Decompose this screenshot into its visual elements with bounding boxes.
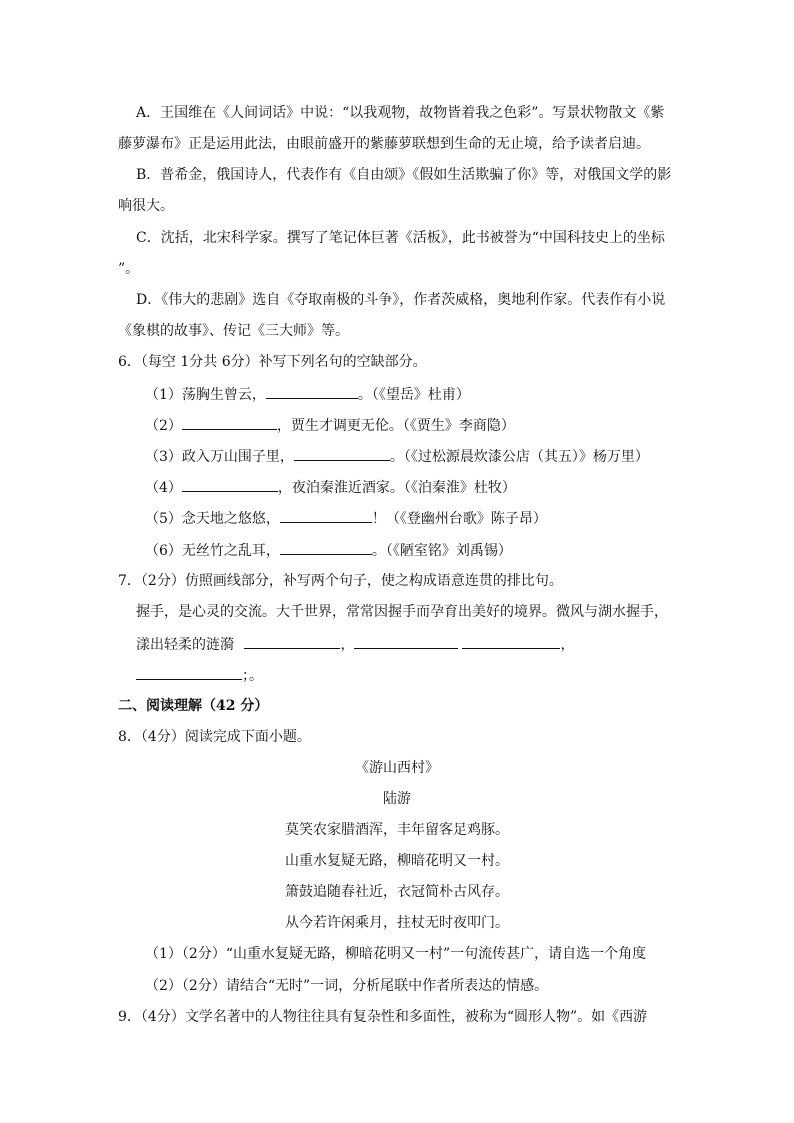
option-d-line2: 《象棋的故事》、传记《三大师》等。 (118, 323, 349, 339)
answer-blank[interactable] (266, 384, 358, 399)
answer-blank[interactable] (462, 634, 560, 649)
q7-text-line1: 握手，是心灵的交流。大千世界，常常因握手而孕育出美好的境界。微风与湖水握手， (136, 604, 668, 620)
option-d-line1: D．《伟大的悲剧》选自《夺取南极的斗争》，作者茨威格，奥地利作家。代表作有小说 (136, 292, 666, 308)
q6-item-6: （6）无丝竹之乱耳， 。（《陋室铭》刘禹锡） (145, 540, 512, 561)
q6-title: 6．（每空 1分共 6分）补写下列名句的空缺部分。 (118, 354, 427, 370)
q6-item-4: （4） ，夜泊秦淮近酒家。（《泊秦淮》杜牧） (145, 477, 516, 498)
poem-title: 《游山西村》 (355, 760, 439, 776)
q7-title: 7．（2分）仿照画线部分，补写两个句子，使之构成语意连贯的排比句。 (118, 573, 563, 589)
poem-author: 陆游 (383, 791, 411, 807)
q7-text-line2: 漾出轻柔的涟漪 ， ， (136, 634, 574, 655)
q8-title: 8．（4分）阅读完成下面小题。 (118, 729, 311, 745)
poem-line: 山重水复疑无路，柳暗花明又一村。 (285, 853, 509, 869)
q7-text-line3: ；。 (136, 665, 263, 686)
section-heading: 二、阅读理解（42 分） (118, 698, 269, 714)
q6-item-2: （2） ，贾生才调更无伦。（《贾生》李商隐） (145, 415, 515, 436)
option-b-line2: 响很大。 (118, 198, 174, 214)
answer-blank[interactable] (182, 415, 277, 430)
answer-blank[interactable] (354, 634, 458, 649)
q6-item-5: （5）念天地之悠悠， ！（《登幽州台歌》陈子昂） (145, 508, 547, 529)
q8-sub-2: （2）（2分）请结合“无时”一词，分析尾联中作者所表达的情感。 (145, 978, 549, 994)
q6-item-1: （1）荡胸生曾云， 。（《望岳》杜甫） (145, 384, 470, 405)
poem-line: 莫笑农家腊酒浑，丰年留客足鸡豚。 (285, 822, 509, 838)
answer-blank[interactable] (182, 477, 278, 492)
q6-item-3: （3）政入万山围子里， 。（《过松源晨炊漆公店（其五）》杨万里） (145, 446, 649, 467)
option-b-line1: B．普希金，俄国诗人，代表作有《自由颂》《假如生活欺骗了你》等，对俄国文学的影 (136, 167, 672, 183)
answer-blank[interactable] (294, 446, 390, 461)
option-a-line1: A．王国维在《人间词话》中说：“以我观物，故物皆着我之色彩”。写景状物散文《紫 (136, 105, 665, 121)
answer-blank[interactable] (280, 540, 372, 555)
poem-line: 从今若许闲乘月，拄杖无时夜叩门。 (285, 915, 509, 931)
answer-blank[interactable] (244, 634, 340, 649)
q9-title: 9．（4分）文学名著中的人物往往具有复杂性和多面性，被称为“圆形人物”。如《西游 (118, 1009, 648, 1025)
answer-blank[interactable] (136, 665, 242, 680)
answer-blank[interactable] (280, 508, 372, 523)
q8-sub-1: （1）（2分）“山重水复疑无路，柳暗花明又一村”一句流传甚广，请自选一个角度 (145, 946, 647, 962)
option-c-line2: ”。 (118, 261, 140, 277)
option-c-line1: C．沈括，北宋科学家。撰写了笔记体巨著《活板》，此书被誉为“中国科技史上的坐标 (136, 230, 665, 246)
option-a-line2: 藤萝瀑布》正是运用此法，由眼前盛开的紫藤萝联想到生命的无止境，给予读者启迪。 (118, 136, 650, 152)
poem-line: 箫鼓追随春社近，衣冠简朴古风存。 (285, 884, 509, 900)
